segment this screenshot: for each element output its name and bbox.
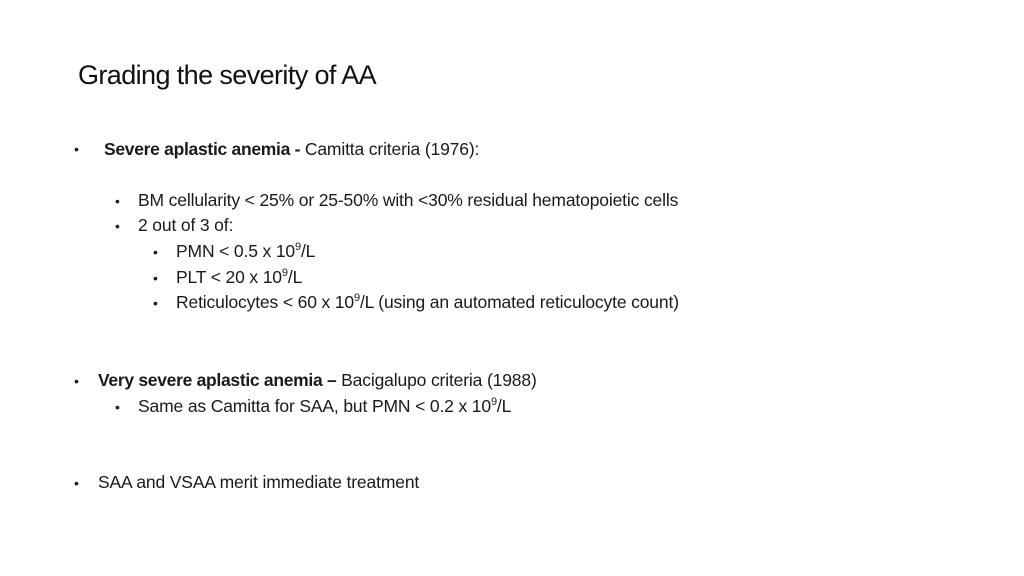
saa-criteria: Camitta criteria (1976): (300, 139, 480, 159)
vsaa-detail-exp: 9 (490, 396, 497, 408)
bullet-vsaa-detail: • (115, 399, 120, 415)
saa-pmn (176, 241, 315, 262)
vsaa-heading-line (98, 370, 537, 391)
vsaa-detail-suffix: /L (496, 396, 512, 416)
saa-pmn-exp: 9 (295, 241, 301, 253)
slide-title: Grading the severity of AA (78, 60, 377, 90)
saa-plt (176, 267, 302, 288)
saa-plt-prefix: PLT < 20 x 10 (176, 267, 282, 287)
saa-retic-prefix: Reticulocytes < 60 x 10 (176, 292, 354, 312)
saa-pmn-prefix: PMN < 0.5 x 10 (176, 241, 295, 261)
bullet-plt: • (153, 270, 158, 286)
treatment-note: SAA and VSAA merit immediate treatment (98, 472, 420, 492)
vsaa-detail (138, 396, 511, 417)
bullet-saa: • (74, 141, 79, 157)
saa-plt-suffix: /L (287, 267, 303, 287)
saa-retic (176, 292, 679, 313)
bullet-pmn: • (153, 244, 158, 260)
saa-retic-suffix: /L (using an automated reticulocyte count) (359, 292, 679, 312)
saa-retic-exp: 9 (353, 292, 360, 304)
saa-pmn-suffix: /L (300, 241, 316, 261)
bullet-cellularity: • (115, 193, 120, 209)
saa-cellularity: BM cellularity < 25% or 25-50% with <30% residual hematopoietic cells (138, 190, 679, 210)
saa-heading: Severe aplastic anemia - (104, 139, 301, 159)
bullet-two-of-three: • (115, 218, 120, 234)
saa-heading-line (104, 139, 479, 160)
saa-plt-exp: 9 (281, 267, 288, 279)
bullet-vsaa: • (74, 373, 79, 389)
vsaa-detail-prefix: Same as Camitta for SAA, but PMN < 0.2 x 10 (138, 396, 491, 416)
bullet-retic: • (153, 295, 158, 311)
bullet-treatment: • (74, 475, 79, 491)
saa-two-of-three: 2 out of 3 of: (138, 215, 234, 235)
vsaa-criteria: Bacigalupo criteria (1988) (336, 370, 537, 390)
vsaa-heading: Very severe aplastic anemia – (98, 370, 337, 390)
